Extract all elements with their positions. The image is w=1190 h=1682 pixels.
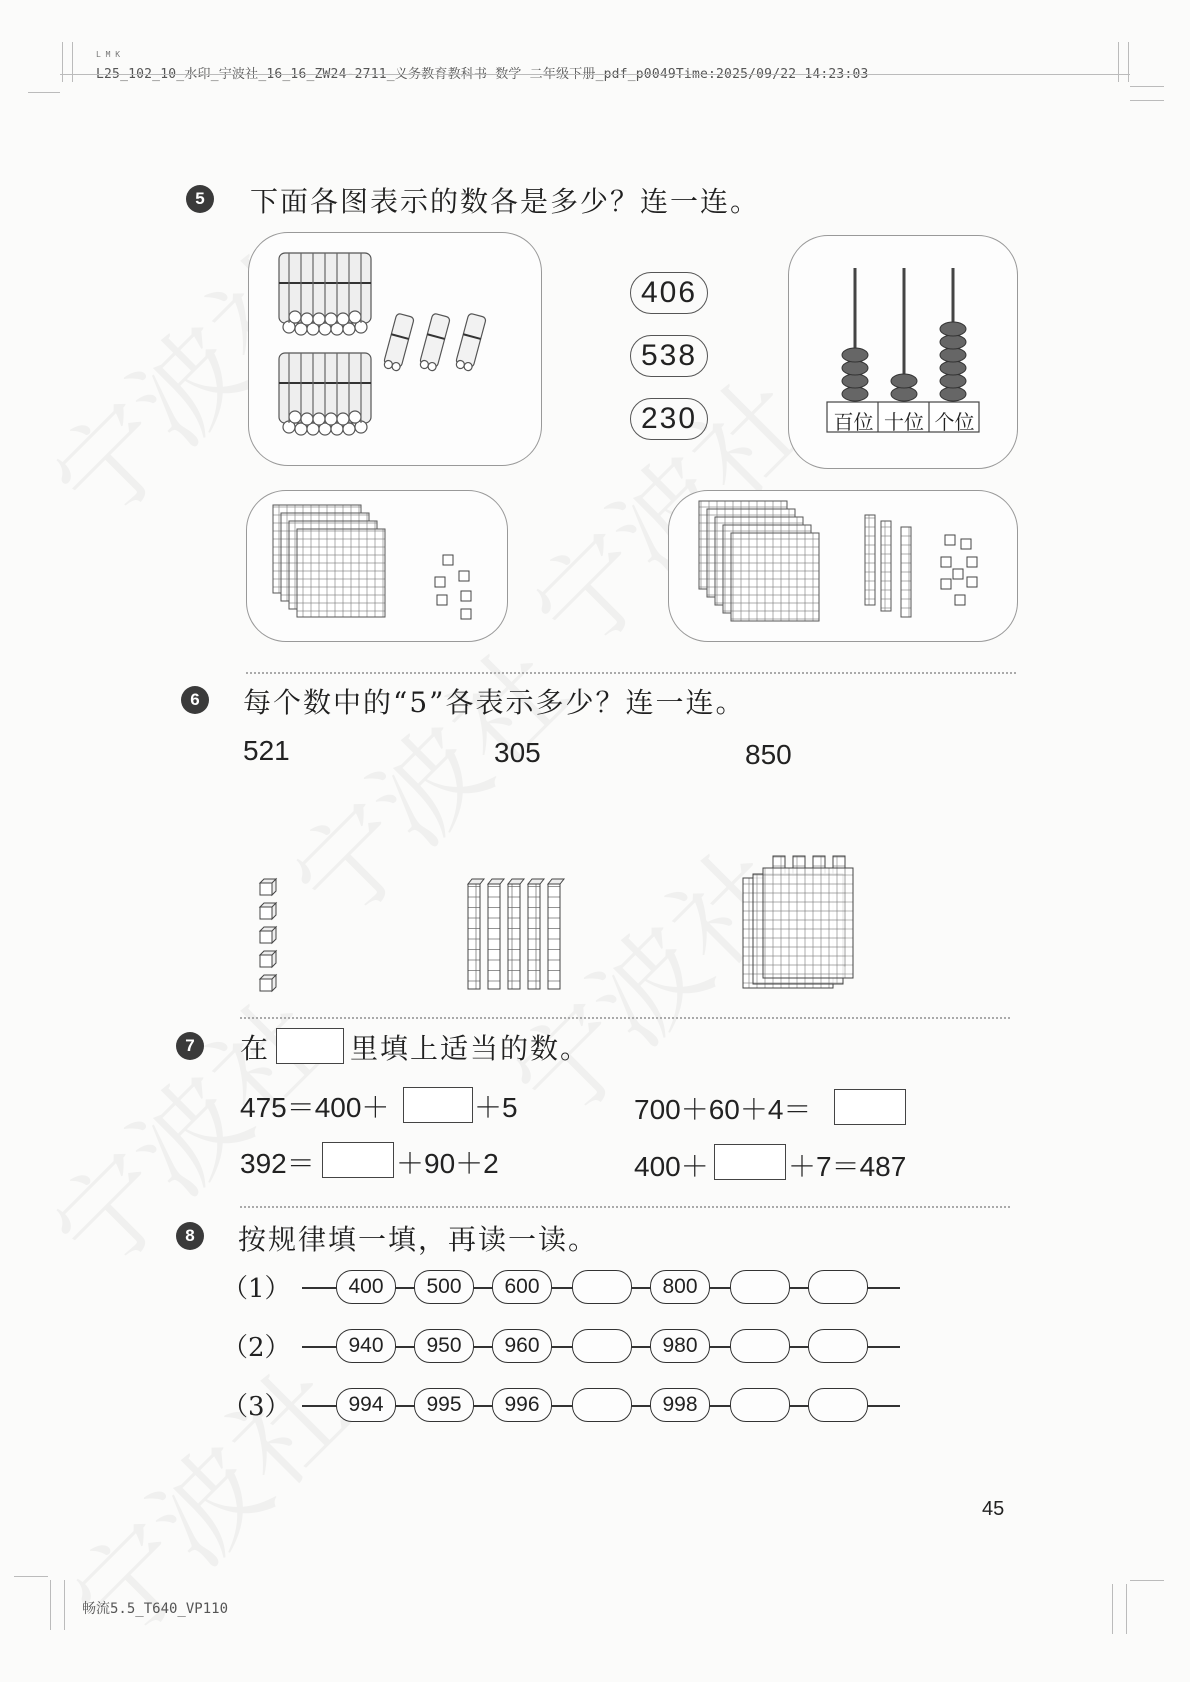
q8-row-3-blank-1[interactable]	[572, 1388, 632, 1422]
question-7-prompt-pre: 在	[240, 1032, 271, 1065]
footer-print-info: 畅流5.5_T640_VP110	[82, 1601, 229, 1617]
crop-mark-bl-v2	[64, 1580, 65, 1630]
q6-number-3[interactable]: 850	[745, 739, 792, 770]
question-7-badge: 7	[176, 1032, 204, 1060]
divider-q7-q8	[240, 1206, 1010, 1208]
question-8-badge: 8	[176, 1222, 204, 1250]
eq4-left: 400＋	[634, 1151, 709, 1182]
q8-row-2-blank-1[interactable]	[572, 1329, 632, 1363]
q8-row-2-item-3: 960	[492, 1329, 552, 1363]
q8-row-2-blank-3[interactable]	[808, 1329, 868, 1363]
q8-row-3-blank-2[interactable]	[730, 1388, 790, 1422]
eq4-answer-box[interactable]	[714, 1144, 786, 1180]
divider-q6-q7	[240, 1017, 1010, 1019]
picture-five-hundreds[interactable]	[733, 848, 863, 998]
eq2-left: 700＋60＋4＝	[634, 1094, 812, 1125]
eq2-answer-box[interactable]	[834, 1089, 906, 1125]
crop-mark-bl-h	[14, 1576, 48, 1577]
q8-row-3-label: （3）	[222, 1392, 291, 1422]
crop-mark-br-h	[1130, 1580, 1164, 1581]
eq1-left: 475＝400＋	[240, 1092, 390, 1123]
blocks-left-illustration	[247, 491, 507, 641]
eq1-right: ＋5	[474, 1092, 518, 1123]
blocks-right-illustration	[669, 491, 1017, 641]
q8-row-3-item-5: 998	[650, 1388, 710, 1422]
q8-row-1-blank-1[interactable]	[572, 1270, 632, 1304]
stick-bundles-illustration	[249, 233, 541, 465]
crop-mark-tl-h	[28, 92, 60, 93]
abacus-label-hundreds: 百位	[833, 410, 874, 434]
q8-row-1-blank-2[interactable]	[730, 1270, 790, 1304]
q8-row-3-item-1: 994	[336, 1388, 396, 1422]
abacus-label-ones: 个位	[934, 410, 975, 434]
header-tiny-marks: L M K	[96, 50, 121, 59]
crop-mark-br-v2	[1126, 1584, 1127, 1634]
question-5-prompt: 下面各图表示的数各是多少？连一连。	[250, 185, 761, 218]
answer-oval-2[interactable]: 538	[630, 335, 708, 377]
q8-row-1-item-1: 400	[336, 1270, 396, 1304]
q8-row-2-item-1: 940	[336, 1329, 396, 1363]
crop-mark-tr-h	[1130, 86, 1164, 87]
q8-row-1-label: （1）	[222, 1274, 291, 1304]
header-rule	[60, 74, 1130, 75]
q6-number-1[interactable]: 521	[243, 735, 290, 766]
q8-row-3-item-2: 995	[414, 1388, 474, 1422]
question-8-prompt: 按规律填一填，再读一读。	[238, 1223, 599, 1256]
q8-row-1-blank-3[interactable]	[808, 1270, 868, 1304]
crop-mark-br-v1	[1112, 1584, 1113, 1634]
eq3-left: 392＝	[240, 1148, 315, 1179]
picture-five-tens[interactable]	[464, 876, 574, 994]
question-7-prompt-post: 里填上适当的数。	[350, 1032, 591, 1065]
q6-number-2[interactable]: 305	[494, 737, 541, 768]
q8-row-2-item-5: 980	[650, 1329, 710, 1363]
abacus-label-tens: 十位	[884, 410, 924, 434]
crop-mark-tl-v2	[72, 42, 73, 82]
panel-blocks-right[interactable]	[668, 490, 1018, 642]
picture-five-ones[interactable]	[254, 875, 284, 995]
panel-abacus[interactable]	[788, 235, 1018, 469]
eq3-answer-box[interactable]	[322, 1142, 394, 1178]
crop-mark-tr-v2	[1128, 42, 1129, 82]
eq3-right: ＋90＋2	[396, 1148, 499, 1179]
crop-mark-bl-v1	[50, 1580, 51, 1630]
q8-row-1-item-5: 800	[650, 1270, 710, 1304]
q7-prompt-box	[276, 1028, 344, 1064]
crop-mark-tr-h2	[1130, 100, 1164, 101]
answer-oval-1[interactable]: 406	[630, 272, 708, 314]
header-print-line: L25_102_10_水印_宁波社_16_16_ZW24-2711_义务教育教科书 数学 二年级下册_pdf_p0049Time:2025/09/22 14:23:03	[96, 67, 869, 82]
question-6-badge: 6	[181, 686, 209, 714]
question-6-prompt: 每个数中的“5”各表示多少？连一连。	[243, 686, 746, 719]
crop-mark-tr-v1	[1118, 42, 1119, 82]
q8-row-1-item-3: 600	[492, 1270, 552, 1304]
q8-row-3-item-3: 996	[492, 1388, 552, 1422]
q8-row-2-item-2: 950	[414, 1329, 474, 1363]
q8-row-1-item-2: 500	[414, 1270, 474, 1304]
panel-stick-bundles[interactable]	[248, 232, 542, 466]
eq4-right: ＋7＝487	[788, 1151, 907, 1182]
q8-row-2-blank-2[interactable]	[730, 1329, 790, 1363]
crop-mark-tl-v1	[62, 42, 63, 82]
panel-blocks-left[interactable]	[246, 490, 508, 642]
question-5-badge: 5	[186, 185, 214, 213]
q8-row-2-label: （2）	[222, 1333, 291, 1363]
eq1-answer-box[interactable]	[403, 1087, 473, 1123]
page-number: 45	[982, 1498, 1005, 1520]
watermark-6	[32, 1326, 377, 1671]
q8-row-3-blank-3[interactable]	[808, 1388, 868, 1422]
answer-oval-3[interactable]: 230	[630, 398, 708, 440]
divider-q5-q6	[246, 672, 1016, 674]
